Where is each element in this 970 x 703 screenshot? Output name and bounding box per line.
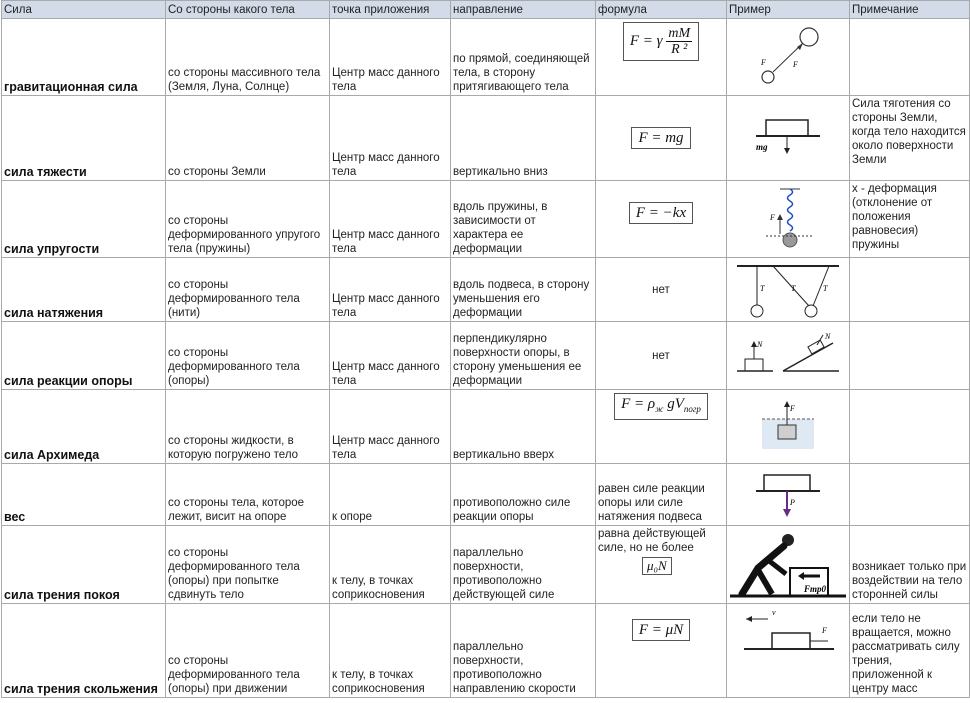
force-formula: равен силе реакции опоры или силе натяжения подвеса [596,464,727,526]
svg-text:v: v [772,608,776,617]
svg-text:N: N [825,331,831,341]
force-name: сила трения скольжения [2,604,166,698]
force-example [727,604,850,698]
forces-table [1,0,970,698]
force-name: вес [2,464,166,526]
formula-box: F = −kx [629,202,693,224]
tension-diagram-icon [733,261,843,319]
col-header-formula: формула [596,1,727,19]
force-point: к опоре [330,464,451,526]
force-note: если тело не вращается, можно рассматривать силу трения, приложенной к центру масс [850,604,970,698]
force-formula [596,19,727,96]
force-name: сила реакции опоры [2,322,166,390]
force-source: со стороны деформированного тела (опоры) при попытке сдвинуть тело [166,526,330,604]
force-direction: перпендикулярно поверхности опоры, в сторону уменьшения ее деформации [451,322,596,390]
col-header-example: Пример [727,1,850,19]
force-point: Центр масс данного тела [330,19,451,96]
svg-text:F: F [761,58,766,67]
force-direction: вертикально вверх [451,390,596,464]
force-name: сила упругости [2,181,166,258]
formula-box: $F = \rho_ж$ $gV_{погр}$ [614,393,708,420]
svg-text:N: N [757,339,763,349]
force-direction: по прямой, соединяющей тела, в сторону притягивающего тела [451,19,596,96]
force-formula: нет [596,322,727,390]
force-example [727,181,850,258]
formula-box: F = μN [632,619,690,641]
table-row [2,181,970,258]
svg-text:T: T [823,283,828,293]
force-point: Центр масс данного тела [330,258,451,322]
force-example [727,322,850,390]
table-row [2,464,970,526]
svg-text:T: T [760,283,765,293]
col-header-note: Примечание [850,1,970,19]
weight-diagram-icon [748,116,828,160]
force-point: Центр масс данного тела [330,322,451,390]
formula-box: μ₀N [642,557,672,575]
force-note: возникает только при воздействии на тело сторонней силы [850,526,970,604]
force-example [727,464,850,526]
force-source: со стороны массивного тела (Земля, Луна, Солнце) [166,19,330,96]
table-row [2,19,970,96]
force-note: Сила тяготения со стороны Земли, когда тело находится около поверхности Земли [850,96,970,181]
svg-text:F: F [770,213,775,222]
force-example [727,19,850,96]
force-name: гравитационная сила [2,19,166,96]
force-formula: нет [596,258,727,322]
svg-text:F: F [822,626,827,635]
force-formula [596,390,727,464]
table-row [2,322,970,390]
force-direction: вертикально вниз [451,96,596,181]
force-direction: параллельно поверхности, противоположно действующей силе [451,526,596,604]
force-source: со стороны тела, которое лежит, висит на опоре [166,464,330,526]
force-name: сила натяжения [2,258,166,322]
force-source: со стороны деформированного тела (опоры) [166,322,330,390]
force-source: со стороны деформированного тела (нити) [166,258,330,322]
sliding-friction-diagram-icon [738,605,838,659]
force-point: Центр масс данного тела [330,96,451,181]
force-formula: равна действующей силе, но не более μ₀N [596,526,727,604]
force-formula [596,604,727,698]
force-note [850,258,970,322]
col-header-direction: направление [451,1,596,19]
force-example [727,96,850,181]
col-header-force: Сила [2,1,166,19]
force-note [850,464,970,526]
force-note: x - деформация (отклонение от положения равновесия) пружины [850,181,970,258]
force-formula [596,96,727,181]
col-header-point: точка приложения [330,1,451,19]
svg-text:F: F [790,403,795,413]
force-point: Центр масс данного тела [330,390,451,464]
gravity-diagram-icon [753,25,823,89]
formula-box: F = γ $\frac{mM}{\text{R ²}}$ [623,22,699,61]
weight-force-diagram-icon [748,469,828,521]
force-note [850,390,970,464]
force-note [850,322,970,390]
force-name: сила Архимеда [2,390,166,464]
force-example [727,526,850,604]
col-header-source: Со стороны какого тела [166,1,330,19]
force-direction: параллельно поверхности, противоположно направлению скорости [451,604,596,698]
force-name: сила тяжести [2,96,166,181]
force-name: сила трения покоя [2,526,166,604]
force-source: со стороны Земли [166,96,330,181]
force-direction: противоположно силе реакции опоры [451,464,596,526]
force-note [850,19,970,96]
svg-text:mg: mg [756,142,768,152]
force-example [727,258,850,322]
table-row [2,96,970,181]
archimedes-diagram-icon [758,397,818,457]
force-example [727,390,850,464]
table-row [2,390,970,464]
force-source: со стороны деформированного тела (опоры) при движении [166,604,330,698]
force-point: Центр масс данного тела [330,181,451,258]
table-row [2,526,970,604]
normal-force-diagram-icon [733,331,843,381]
force-formula [596,181,727,258]
force-point: к телу, в точках соприкосновения [330,604,451,698]
force-direction: вдоль пружины, в зависимости от характера ее деформации [451,181,596,258]
static-friction-diagram-icon [728,528,848,602]
force-source: со стороны жидкости, в которую погружено тело [166,390,330,464]
spring-diagram-icon [758,186,818,252]
force-direction: вдоль подвеса, в сторону уменьшения его деформации [451,258,596,322]
force-point: к телу, в точках соприкосновения [330,526,451,604]
svg-text:Fтр0: Fтр0 [804,583,827,594]
svg-text:T: T [791,283,796,293]
table-row [2,604,970,698]
svg-text:F: F [793,60,798,69]
header-row [2,1,970,19]
table-row [2,258,970,322]
formula-box: F = mg [631,127,690,149]
svg-text:P: P [790,497,795,507]
force-source: со стороны деформированного упругого тела (пружины) [166,181,330,258]
